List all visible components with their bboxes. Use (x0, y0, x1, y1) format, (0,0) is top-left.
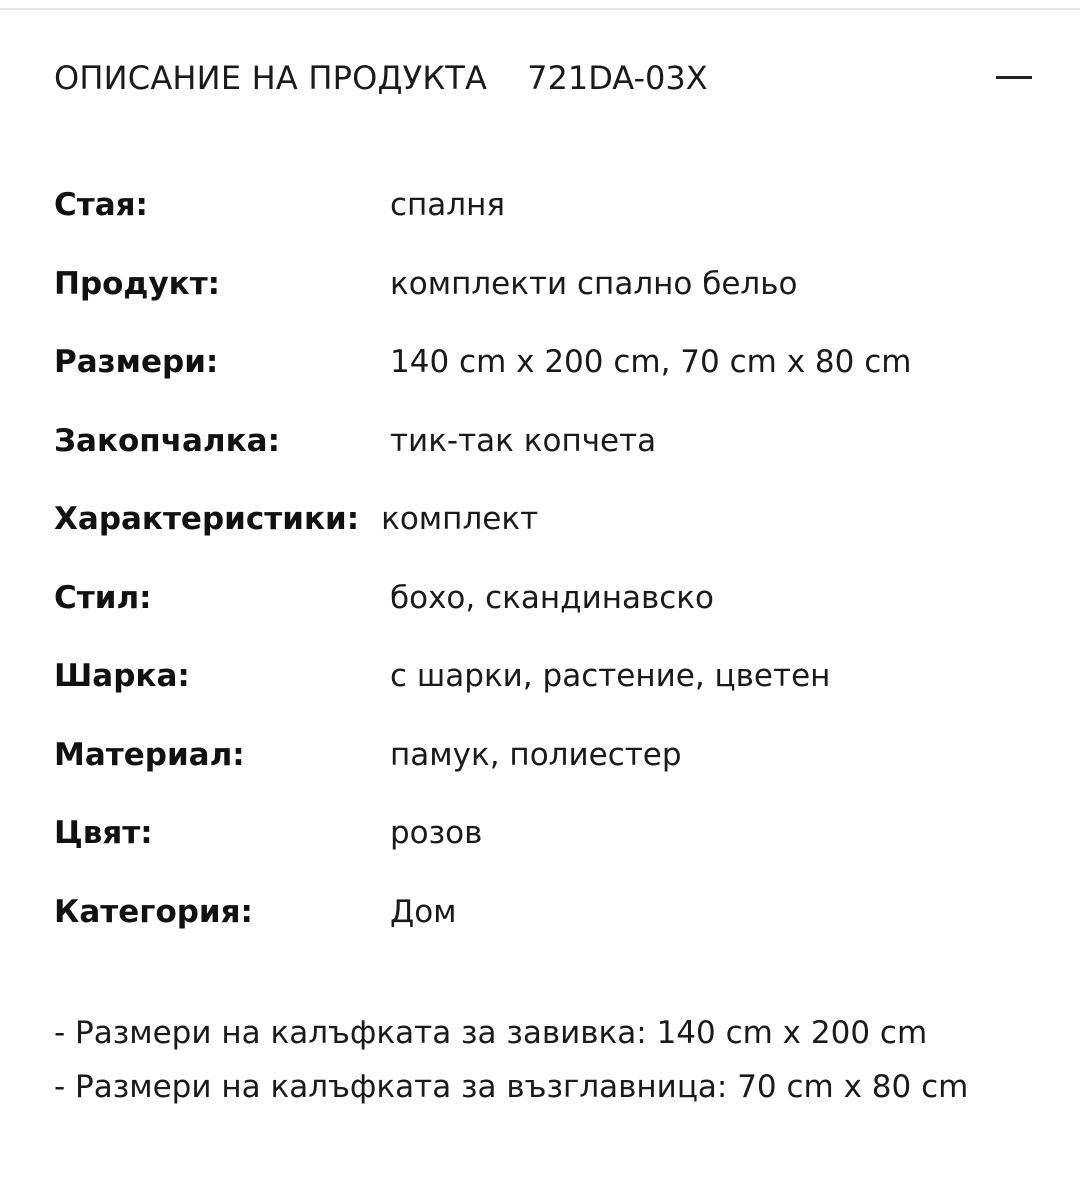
spec-label: Характеристики: (54, 501, 360, 538)
spec-row-category (54, 873, 1034, 952)
spec-value: розов (390, 815, 483, 852)
spec-label: Стая: (54, 187, 148, 224)
spec-row-features (54, 480, 1034, 559)
note-line: - Размери на калъфката за завивка: 140 cm x 200 cm (54, 1015, 928, 1051)
spec-label: Продукт: (54, 265, 221, 302)
spec-row-room (54, 166, 1034, 245)
spec-label: Закопчалка: (54, 422, 280, 459)
product-description-header[interactable] (54, 52, 1034, 104)
spec-row-product (54, 245, 1034, 324)
spec-row-material (54, 716, 1034, 795)
spec-value: с шарки, растение, цветен (390, 658, 831, 695)
spec-list (54, 166, 1034, 951)
spec-row-style (54, 559, 1034, 638)
product-code: 721DA-03X (527, 59, 708, 97)
spec-label: Цвят: (54, 815, 153, 852)
spec-label: Размери: (54, 344, 219, 381)
spec-value: Дом (390, 893, 457, 930)
spec-row-pattern (54, 637, 1034, 716)
spec-value: спалня (390, 187, 506, 224)
product-notes (54, 1006, 1024, 1114)
spec-label: Материал: (54, 736, 245, 773)
spec-label: Стил: (54, 579, 152, 616)
spec-value: памук, полиестер (390, 736, 682, 773)
spec-value: комплекти спално бельо (390, 265, 798, 302)
top-divider (0, 8, 1080, 10)
spec-label: Категория: (54, 893, 253, 930)
spec-row-fastener (54, 402, 1034, 481)
spec-label: Шарка: (54, 658, 190, 695)
spec-row-color (54, 794, 1034, 873)
spec-value: тик-так копчета (390, 422, 657, 459)
spec-row-dimensions (54, 323, 1034, 402)
note-line: - Размери на калъфката за възглавница: 70 cm x 80 cm (54, 1069, 969, 1105)
minus-icon (996, 76, 1032, 79)
section-title: ОПИСАНИЕ НА ПРОДУКТА (54, 59, 488, 97)
spec-value: комплект (381, 501, 539, 538)
spec-value: 140 cm x 200 cm, 70 cm x 80 cm (390, 344, 912, 381)
spec-value: бохо, скандинавско (390, 579, 714, 616)
collapse-toggle-button[interactable] (994, 64, 1034, 92)
